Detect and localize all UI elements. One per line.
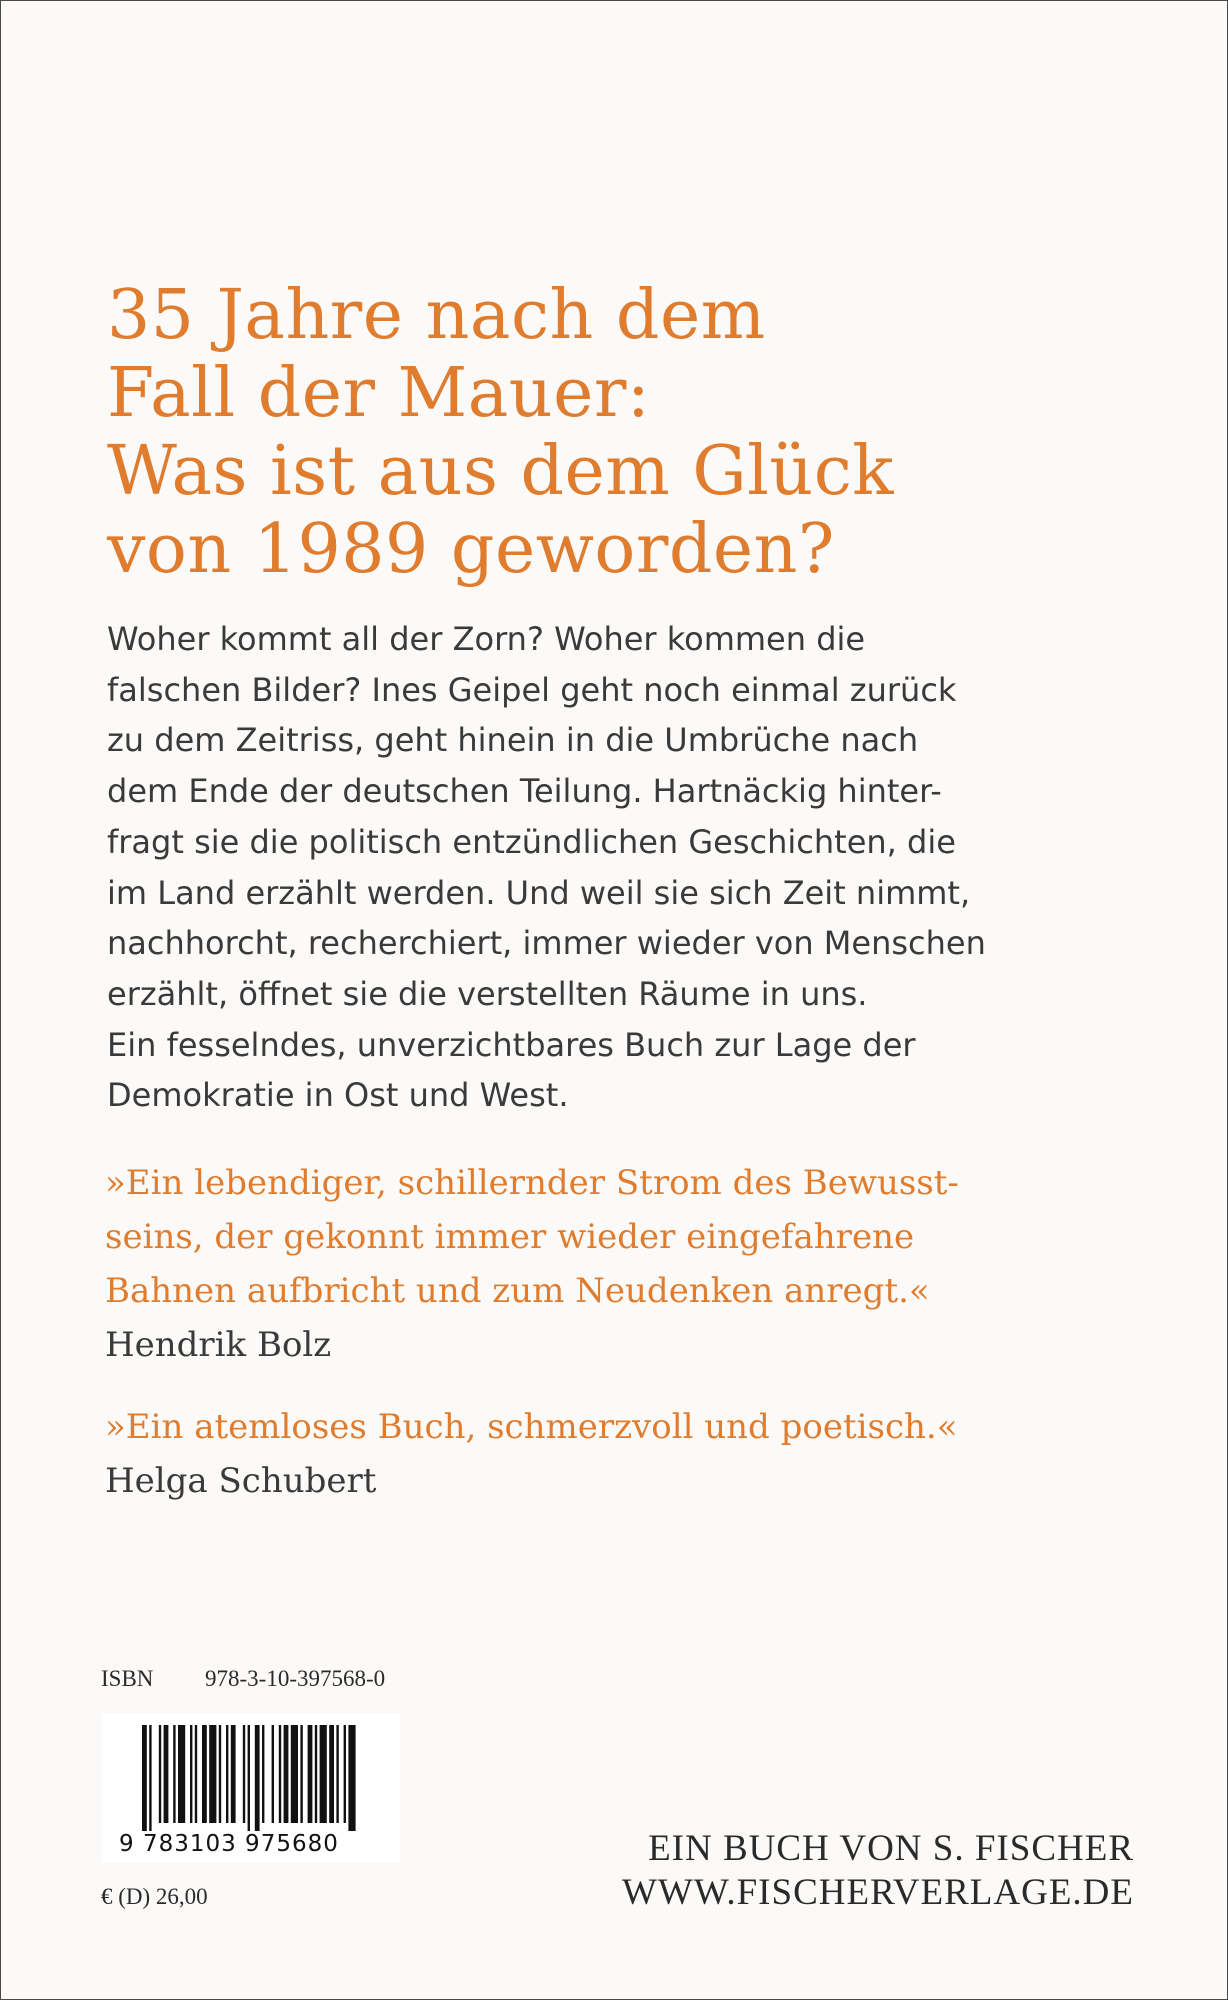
barcode-bar xyxy=(320,1725,327,1823)
barcode-bar xyxy=(231,1725,236,1823)
barcode-bar xyxy=(190,1725,192,1823)
barcode-bar xyxy=(255,1725,260,1831)
headline-line: von 1989 geworden? xyxy=(107,510,835,589)
barcode-bars xyxy=(102,1713,400,1831)
barcode-bar xyxy=(272,1725,274,1823)
blurb-line: fragt sie die politisch entzündlichen Geschichten, die xyxy=(107,822,956,861)
blurb-line: Demokratie in Ost und West. xyxy=(107,1076,569,1115)
barcode-bar xyxy=(142,1725,147,1831)
barcode-bar xyxy=(243,1725,245,1823)
headline-line: 35 Jahre nach dem xyxy=(107,276,766,355)
barcode xyxy=(102,1713,400,1863)
barcode-bar xyxy=(300,1725,302,1823)
isbn-number: 978-3-10-397568-0 xyxy=(205,1666,386,1691)
quote-line: seins, der gekonnt immer wieder eingefahrene xyxy=(105,1217,915,1257)
barcode-bar xyxy=(219,1725,221,1823)
blurb-line: Woher kommt all der Zorn? Woher kommen die xyxy=(107,620,866,658)
publisher-name: EIN BUCH VON S. FISCHER xyxy=(648,1828,1134,1869)
quote-author: Hendrik Bolz xyxy=(105,1325,332,1365)
review-quote-bolz xyxy=(105,1156,1115,1372)
headline-line: Was ist aus dem Glück xyxy=(107,432,894,511)
barcode-bar xyxy=(178,1725,185,1823)
barcode-bar xyxy=(329,1725,334,1823)
blurb-line: dem Ende der deutschen Teilung. Hartnäckig hinter- xyxy=(107,772,942,811)
barcode-digits: 9 783103 975680 xyxy=(119,1831,339,1857)
review-quote-schubert xyxy=(105,1400,1115,1508)
barcode-bar xyxy=(291,1725,298,1823)
barcode-bar xyxy=(164,1725,169,1823)
publisher-imprint xyxy=(622,1827,1134,1915)
barcode-bar xyxy=(195,1725,197,1823)
barcode-bar xyxy=(348,1725,355,1831)
blurb-line: Ein fesselndes, unverzichtbares Buch zur Lage der xyxy=(107,1025,916,1064)
barcode-bar xyxy=(248,1725,250,1831)
blurb-line: nachhorcht, recherchiert, immer wieder von Menschen xyxy=(107,924,986,963)
barcode-bar xyxy=(262,1725,264,1823)
quote-line: Bahnen aufbricht und zum Neudenken anregt.« xyxy=(105,1271,930,1311)
barcode-bar xyxy=(159,1725,161,1823)
publisher-website: WWW.FISCHERVERLAGE.DE xyxy=(621,1872,1134,1913)
barcode-bar xyxy=(226,1725,228,1823)
barcode-bar xyxy=(344,1725,346,1823)
headline-line: Fall der Mauer: xyxy=(107,354,651,433)
barcode-bar xyxy=(308,1725,313,1823)
blurb-text xyxy=(107,614,1107,1121)
headline xyxy=(107,277,1107,589)
blurb-line: zu dem Zeitriss, geht hinein in die Umbrüche nach xyxy=(107,721,919,760)
quote-line: »Ein lebendiger, schillernder Strom des Bewusst- xyxy=(105,1163,959,1203)
isbn-label: ISBN xyxy=(101,1666,154,1691)
barcode-bar xyxy=(209,1725,216,1823)
isbn xyxy=(101,1666,385,1692)
barcode-bar xyxy=(173,1725,175,1823)
barcode-bar xyxy=(149,1725,151,1831)
barcode-bar xyxy=(336,1725,338,1823)
quote-author: Helga Schubert xyxy=(105,1461,377,1501)
blurb-line: erzählt, öffnet sie die verstellten Räume in uns. xyxy=(107,974,868,1013)
barcode-bar xyxy=(279,1725,281,1823)
blurb-line: falschen Bilder? Ines Geipel geht noch einmal zurück xyxy=(107,670,957,709)
quote-line: »Ein atemloses Buch, schmerzvoll und poetisch.« xyxy=(105,1407,958,1447)
barcode-bar xyxy=(202,1725,207,1823)
price: € (D) 26,00 xyxy=(101,1884,208,1909)
blurb-line: im Land erzählt werden. Und weil sie sich Zeit nimmt, xyxy=(107,873,971,912)
barcode-bar xyxy=(284,1725,289,1823)
barcode-bar xyxy=(315,1725,317,1823)
